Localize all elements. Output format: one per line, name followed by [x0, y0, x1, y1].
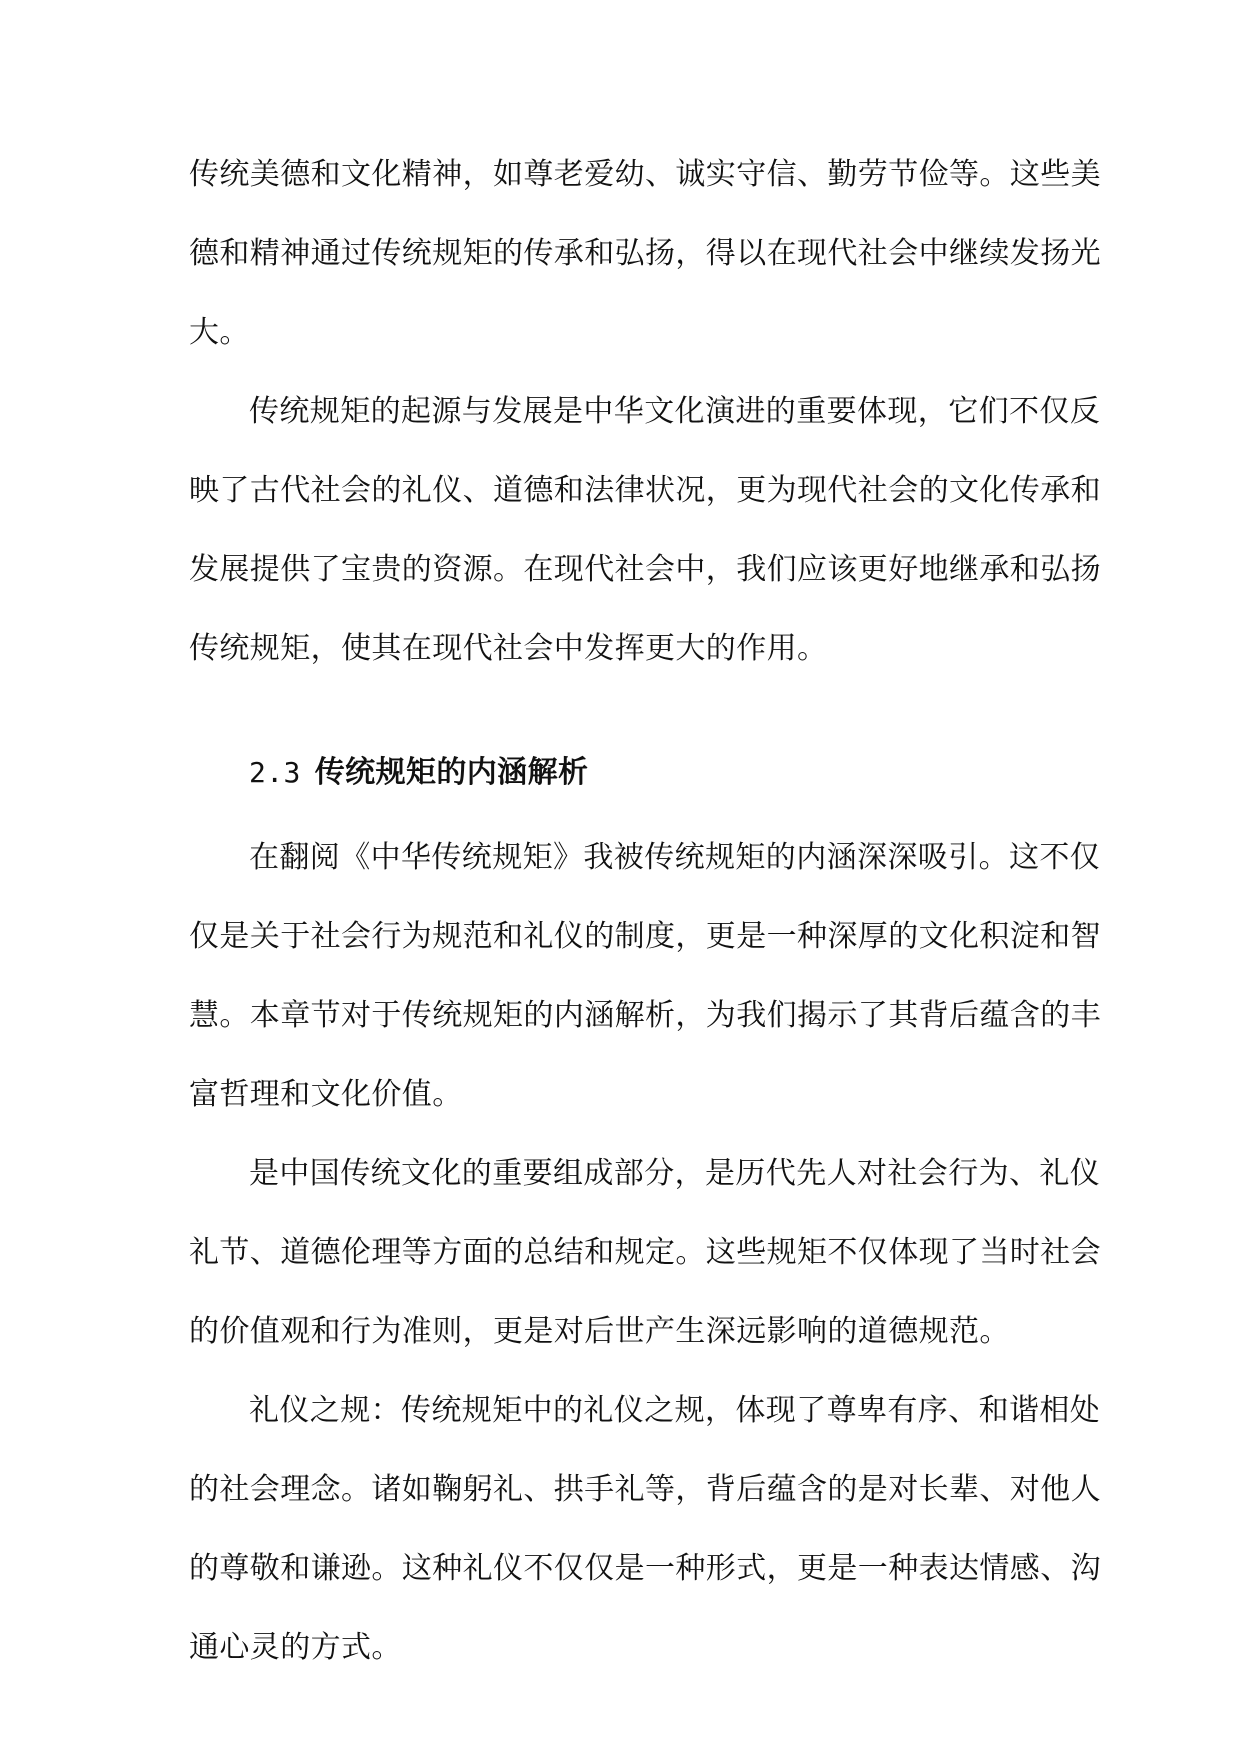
text-line: 映了古代社会的礼仪、道德和法律状况，更为现代社会的文化传承和 — [189, 473, 1101, 508]
text-line: 礼节、道德伦理等方面的总结和规定。这些规矩不仅体现了当时社会 — [189, 1235, 1101, 1270]
text-line: 德和精神通过传统规矩的传承和弘扬，得以在现代社会中继续发扬光 — [189, 236, 1101, 271]
text-line: 通心灵的方式。 — [189, 1630, 402, 1665]
section-number: 2.3 — [249, 756, 301, 789]
section-heading — [189, 744, 1065, 829]
text-line: 礼仪之规：传统规矩中的礼仪之规，体现了尊卑有序、和谐相处 — [249, 1393, 1101, 1428]
section-title: 传统规矩的内涵解析 — [314, 755, 589, 790]
text-line: 的价值观和行为准则，更是对后世产生深远影响的道德规范。 — [189, 1314, 1010, 1349]
text-line: 富哲理和文化价值。 — [189, 1077, 463, 1112]
paragraph — [189, 146, 1101, 383]
text-line: 慧。本章节对于传统规矩的内涵解析，为我们揭示了其背后蕴含的丰 — [189, 998, 1101, 1033]
paragraph — [189, 829, 1101, 1145]
paragraph — [189, 1145, 1101, 1382]
paragraph — [189, 383, 1101, 699]
text-line: 发展提供了宝贵的资源。在现代社会中，我们应该更好地继承和弘扬 — [189, 552, 1101, 587]
text-line: 传统美德和文化精神，如尊老爱幼、诚实守信、勤劳节俭等。这些美 — [189, 157, 1101, 192]
text-line: 大。 — [189, 315, 250, 350]
document-page — [189, 146, 1101, 1698]
text-line: 传统规矩的起源与发展是中华文化演进的重要体现，它们不仅反 — [249, 394, 1101, 429]
text-line: 传统规矩，使其在现代社会中发挥更大的作用。 — [189, 631, 828, 666]
section-spacer — [189, 699, 1065, 744]
text-line: 是中国传统文化的重要组成部分，是历代先人对社会行为、礼仪 — [249, 1156, 1101, 1191]
text-line: 的尊敬和谦逊。这种礼仪不仅仅是一种形式，更是一种表达情感、沟 — [189, 1551, 1101, 1586]
text-line: 的社会理念。诸如鞠躬礼、拱手礼等，背后蕴含的是对长辈、对他人 — [189, 1472, 1101, 1507]
paragraph — [189, 1382, 1101, 1698]
text-line: 在翻阅《中华传统规矩》我被传统规矩的内涵深深吸引。这不仅 — [249, 840, 1101, 875]
text-line: 仅是关于社会行为规范和礼仪的制度，更是一种深厚的文化积淀和智 — [189, 919, 1101, 954]
